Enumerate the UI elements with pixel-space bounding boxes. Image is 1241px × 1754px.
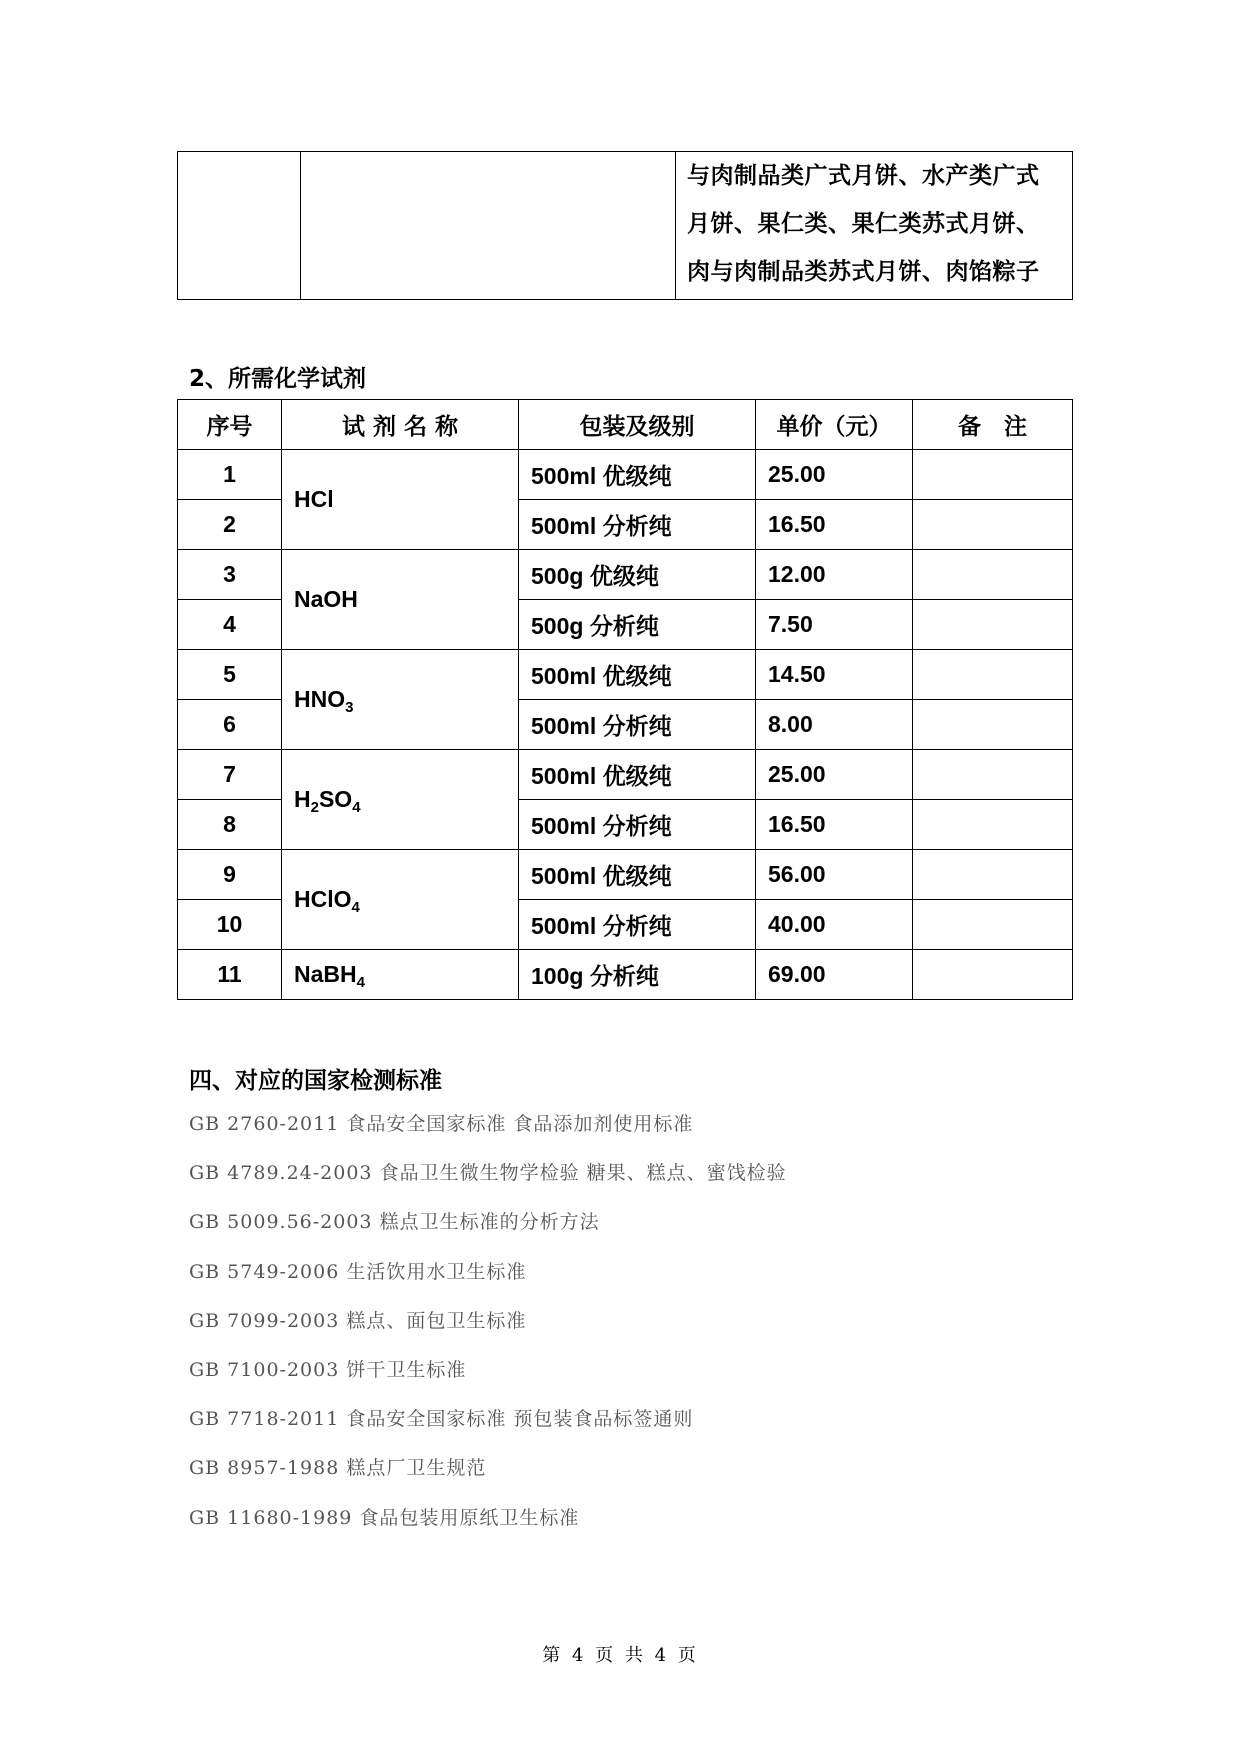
continuation-line: 月饼、果仁类、果仁类苏式月饼、	[687, 211, 1040, 237]
unit-price-cell: 14.50	[756, 650, 913, 700]
table-row	[178, 450, 1073, 500]
header-unit-price: 单价（元）	[756, 400, 913, 450]
reagent-name-cell	[282, 650, 519, 750]
packaging-cell	[519, 550, 756, 600]
row-seq-number: 8	[178, 800, 282, 850]
remarks-cell	[913, 950, 1073, 1000]
standard-item: GB 7718-2011 食品安全国家标准 预包装食品标签通则	[189, 1408, 694, 1431]
unit-price-cell: 69.00	[756, 950, 913, 1000]
unit-price-cell: 25.00	[756, 750, 913, 800]
standard-item: GB 7100-2003 饼干卫生标准	[189, 1358, 467, 1381]
pack-grade: 优级纯	[602, 764, 672, 790]
unit-price-cell: 56.00	[756, 850, 913, 900]
header-packaging: 包装及级别	[519, 400, 756, 450]
packaging-cell	[519, 750, 756, 800]
packaging-cell	[519, 450, 756, 500]
unit-price-cell: 7.50	[756, 600, 913, 650]
pack-grade: 分析纯	[602, 714, 672, 740]
pack-amount: 500ml	[531, 513, 597, 539]
reagent-name-cell	[282, 950, 519, 1000]
packaging-cell	[519, 900, 756, 950]
packaging-cell	[519, 500, 756, 550]
pack-amount: 500ml	[531, 863, 597, 889]
continuation-line: 肉与肉制品类苏式月饼、肉馅粽子	[687, 259, 1040, 285]
row-seq-number: 9	[178, 850, 282, 900]
pack-grade: 分析纯	[589, 964, 659, 990]
row-seq-number: 2	[178, 500, 282, 550]
packaging-cell	[519, 600, 756, 650]
standard-item: GB 11680-1989 食品包装用原纸卫生标准	[189, 1506, 580, 1529]
packaging-cell	[519, 950, 756, 1000]
table-header-row	[178, 400, 1073, 450]
continuation-cell-empty-2	[301, 152, 676, 300]
header-remarks: 备 注	[913, 400, 1073, 450]
continuation-line: 与肉制品类广式月饼、水产类广式	[687, 163, 1040, 189]
unit-price-cell: 16.50	[756, 800, 913, 850]
row-seq-number: 5	[178, 650, 282, 700]
pack-grade: 优级纯	[602, 664, 672, 690]
pack-grade: 分析纯	[602, 514, 672, 540]
pack-grade: 分析纯	[589, 614, 659, 640]
pack-grade: 分析纯	[602, 814, 672, 840]
formula-text: NaOH	[294, 586, 358, 612]
reagents-table	[177, 399, 1073, 1000]
packaging-cell	[519, 800, 756, 850]
reagent-name-cell	[282, 450, 519, 550]
standard-item: GB 5749-2006 生活饮用水卫生标准	[189, 1260, 527, 1283]
standard-item: GB 8957-1988 糕点厂卫生规范	[189, 1457, 487, 1480]
formula-text: HClO	[294, 886, 352, 912]
unit-price-cell: 16.50	[756, 500, 913, 550]
formula-text: H	[294, 786, 311, 812]
unit-price-cell: 8.00	[756, 700, 913, 750]
remarks-cell	[913, 850, 1073, 900]
pack-amount: 500ml	[531, 463, 597, 489]
formula-subscript: 2	[310, 799, 319, 816]
reagents-section-title: 2、所需化学试剂	[189, 366, 367, 392]
row-seq-number: 3	[178, 550, 282, 600]
pack-amount: 500ml	[531, 913, 597, 939]
standards-list	[189, 1110, 787, 1553]
pack-amount: 500ml	[531, 813, 597, 839]
continuation-cell-text	[676, 152, 1073, 300]
row-seq-number: 11	[178, 950, 282, 1000]
row-seq-number: 7	[178, 750, 282, 800]
pack-amount: 500ml	[531, 763, 597, 789]
standard-item: GB 2760-2011 食品安全国家标准 食品添加剂使用标准	[189, 1113, 694, 1135]
pack-amount: 500ml	[531, 713, 597, 739]
remarks-cell	[913, 800, 1073, 850]
header-reagent-name: 试 剂 名 称	[282, 400, 519, 450]
unit-price-cell: 25.00	[756, 450, 913, 500]
unit-price-cell: 40.00	[756, 900, 913, 950]
table-row	[178, 650, 1073, 700]
pack-amount: 500ml	[531, 663, 597, 689]
formula-text: NaBH	[294, 961, 357, 987]
page-footer: 第 4 页 共 4 页	[542, 1645, 699, 1666]
packaging-cell	[519, 650, 756, 700]
pack-grade: 分析纯	[602, 914, 672, 940]
remarks-cell	[913, 500, 1073, 550]
standard-item: GB 7099-2003 糕点、面包卫生标准	[189, 1309, 527, 1332]
pack-amount: 500g	[531, 613, 584, 639]
reagent-name-cell	[282, 550, 519, 650]
formula-text: HNO	[294, 686, 346, 712]
table-row	[178, 550, 1073, 600]
packaging-cell	[519, 850, 756, 900]
header-seq: 序号	[178, 400, 282, 450]
remarks-cell	[913, 900, 1073, 950]
table-row	[178, 850, 1073, 900]
formula-subscript: 3	[345, 699, 354, 716]
table-row	[178, 950, 1073, 1000]
remarks-cell	[913, 450, 1073, 500]
packaging-cell	[519, 700, 756, 750]
reagent-name-cell	[282, 850, 519, 950]
row-seq-number: 4	[178, 600, 282, 650]
pack-grade: 优级纯	[589, 564, 659, 590]
continuation-cell-empty-1	[178, 152, 301, 300]
reagent-name-cell	[282, 750, 519, 850]
remarks-cell	[913, 550, 1073, 600]
row-seq-number: 10	[178, 900, 282, 950]
table-row	[178, 750, 1073, 800]
standard-item: GB 5009.56-2003 糕点卫生标准的分析方法	[189, 1211, 600, 1234]
pack-amount: 500g	[531, 563, 584, 589]
row-seq-number: 6	[178, 700, 282, 750]
formula-subscript: 4	[352, 799, 361, 816]
formula-text: HCl	[294, 486, 334, 512]
remarks-cell	[913, 750, 1073, 800]
standards-section-title: 四、对应的国家检测标准	[189, 1068, 442, 1094]
pack-amount: 100g	[531, 963, 584, 989]
row-seq-number: 1	[178, 450, 282, 500]
pack-grade: 优级纯	[602, 864, 672, 890]
standard-item: GB 4789.24-2003 食品卫生微生物学检验 糖果、糕点、蜜饯检验	[189, 1162, 787, 1185]
formula-text: SO	[318, 786, 353, 812]
pack-grade: 优级纯	[602, 464, 672, 490]
remarks-cell	[913, 650, 1073, 700]
remarks-cell	[913, 700, 1073, 750]
reagents-table-body	[178, 450, 1073, 1000]
remarks-cell	[913, 600, 1073, 650]
unit-price-cell: 12.00	[756, 550, 913, 600]
formula-subscript: 4	[351, 899, 360, 916]
formula-subscript: 4	[356, 974, 365, 991]
continuation-table	[177, 151, 1073, 300]
